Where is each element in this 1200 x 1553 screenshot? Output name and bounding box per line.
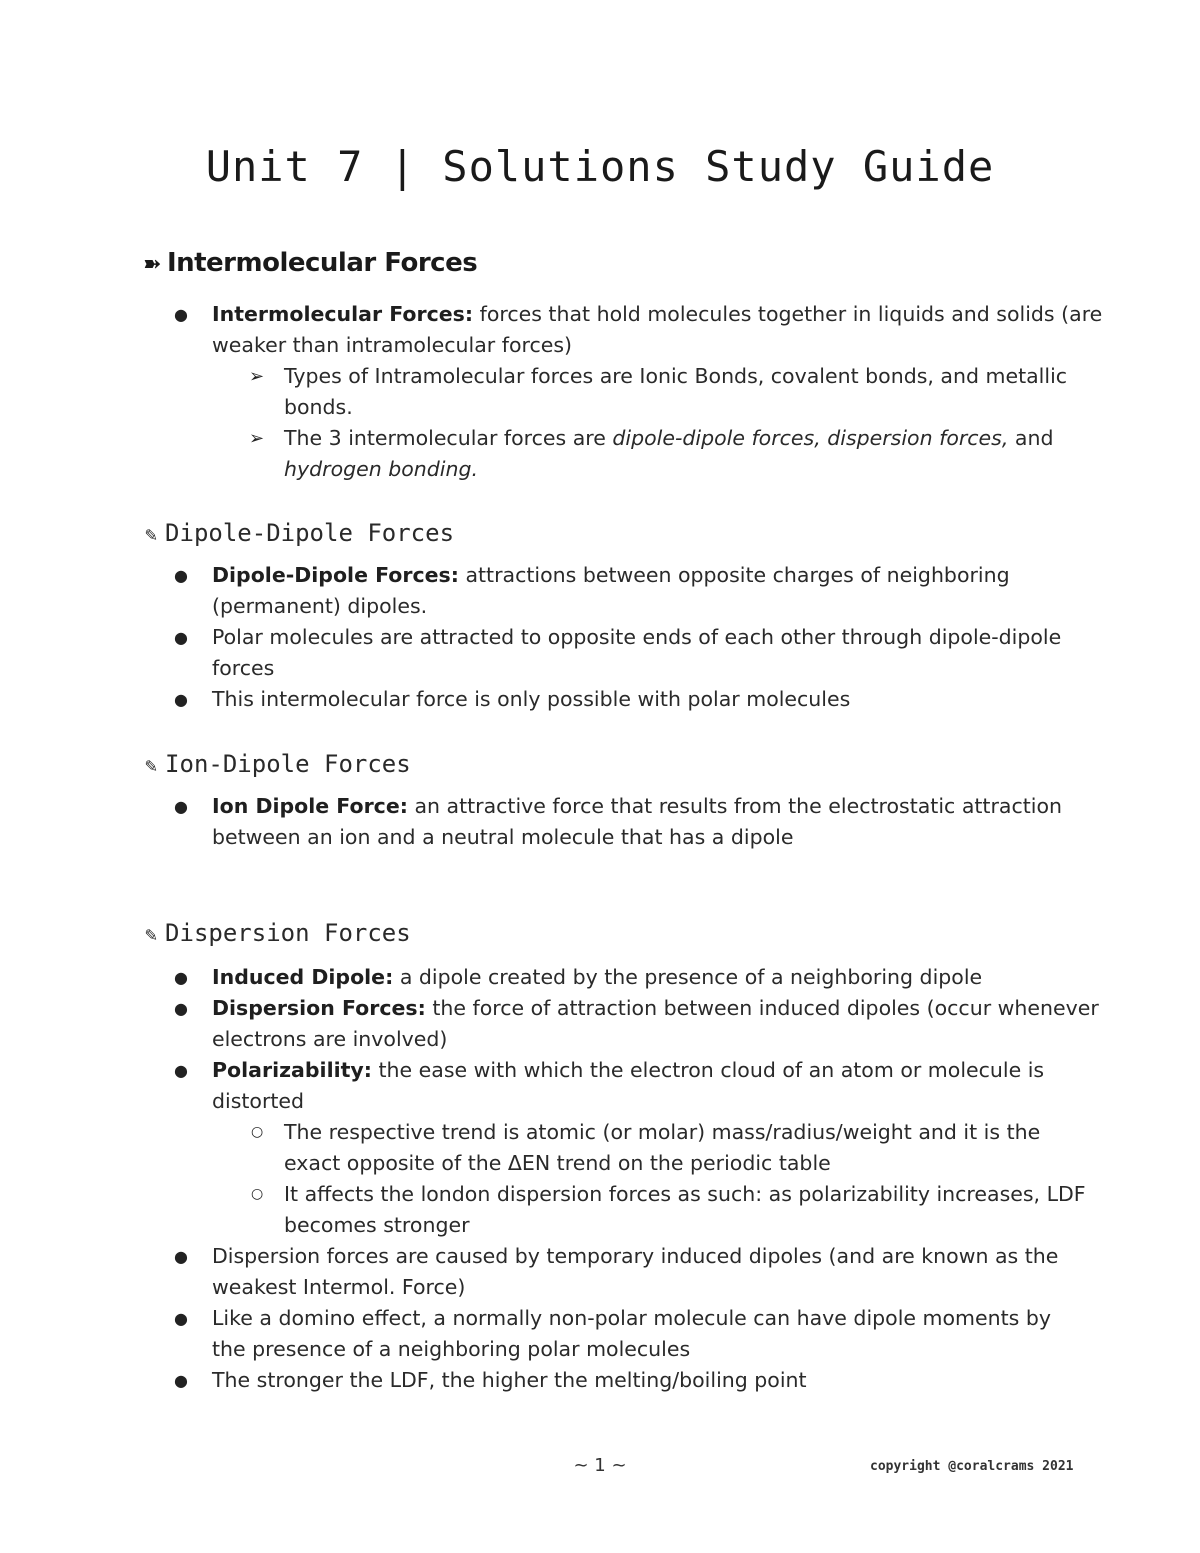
list-item (212, 299, 1102, 330)
pen-icon: ✎ (145, 522, 158, 546)
term: Induced Dipole: (212, 965, 394, 989)
circle-bullet-icon: ○ (251, 1186, 264, 1202)
list-item-continuation: the presence of a neighboring polar molecules (212, 1337, 691, 1361)
sub-list-item-continuation (284, 454, 478, 485)
sub-list-item: Types of Intramolecular forces are Ionic Bonds, covalent bonds, and metallic (284, 364, 1068, 388)
section-heading-dipole-dipole (145, 519, 454, 547)
bullet-icon: ● (174, 797, 188, 816)
list-item-continuation: (permanent) dipoles. (212, 594, 428, 618)
list-item-continuation: between an ion and a neutral molecule that has a dipole (212, 825, 794, 849)
bullet-icon: ● (174, 305, 188, 324)
bullet-icon: ● (174, 1371, 188, 1390)
list-item-continuation: distorted (212, 1089, 305, 1113)
term: Dipole-Dipole Forces: (212, 563, 459, 587)
list-item: Like a domino effect, a normally non-polar molecule can have dipole moments by (212, 1306, 1051, 1330)
sub-list-item: The respective trend is atomic (or molar) mass/radius/weight and it is the (284, 1120, 1041, 1144)
term: Ion Dipole Force: (212, 794, 408, 818)
list-item (212, 962, 982, 993)
section-heading-label: Dispersion Forces (165, 919, 411, 947)
bullet-icon: ● (174, 628, 188, 647)
bullet-icon: ● (174, 690, 188, 709)
list-item-continuation: forces (212, 656, 275, 680)
sub-list-item: It affects the london dispersion forces as such: as polarizability increases, LDF (284, 1182, 1086, 1206)
definition: an attractive force that results from the electrostatic attraction (407, 794, 1062, 818)
list-item: Dispersion forces are caused by temporary induced dipoles (and are known as the (212, 1244, 1059, 1268)
term: Intermolecular Forces: (212, 302, 474, 326)
bullet-icon: ● (174, 1061, 188, 1080)
section-heading-label: Ion-Dipole Forces (165, 750, 411, 778)
list-item (212, 993, 1099, 1024)
sub-list-item-continuation: bonds. (284, 395, 353, 419)
list-item (212, 560, 1010, 591)
italic-text: dipole-dipole forces, dispersion forces, (612, 426, 1009, 450)
section-heading-label: Intermolecular Forces (166, 248, 478, 278)
sub-list-item-continuation: becomes stronger (284, 1213, 470, 1237)
term: Polarizability: (212, 1058, 372, 1082)
bullet-icon: ● (174, 1247, 188, 1266)
italic-text: hydrogen bonding. (284, 457, 479, 481)
definition: a dipole created by the presence of a neighboring dipole (393, 965, 983, 989)
definition: forces that hold molecules together in liquids and solids (are (473, 302, 1103, 326)
section-heading-label: Dipole-Dipole Forces (165, 519, 455, 547)
arrowhead-bullet-icon: ➢ (249, 366, 265, 387)
definition: attractions between opposite charges of neighboring (458, 563, 1010, 587)
list-item: This intermolecular force is only possible with polar molecules (212, 687, 851, 711)
bullet-icon: ● (174, 1309, 188, 1328)
section-heading-dispersion (145, 919, 411, 947)
text-run: and (1008, 426, 1054, 450)
bullet-icon: ● (174, 999, 188, 1018)
list-item-continuation: weakest Intermol. Force) (212, 1275, 466, 1299)
bullet-icon: ● (174, 968, 188, 987)
list-item: Polar molecules are attracted to opposite ends of each other through dipole-dipole (212, 625, 1062, 649)
arrow-icon: ➽ (143, 252, 161, 277)
circle-bullet-icon: ○ (251, 1124, 264, 1140)
copyright-notice: copyright @coralcrams 2021 (870, 1459, 1074, 1474)
list-item: The stronger the LDF, the higher the melting/boiling point (212, 1368, 807, 1392)
page-number: ~ 1 ~ (573, 1455, 627, 1476)
arrowhead-bullet-icon: ➢ (249, 428, 265, 449)
bullet-icon: ● (174, 566, 188, 585)
list-item-continuation: weaker than intramolecular forces) (212, 333, 573, 357)
section-heading-ion-dipole (145, 750, 411, 778)
sub-list-item (284, 423, 1053, 454)
pen-icon: ✎ (145, 922, 158, 946)
term: Dispersion Forces: (212, 996, 426, 1020)
pen-icon: ✎ (145, 753, 158, 777)
section-heading-intermolecular (143, 248, 477, 278)
definition: the ease with which the electron cloud of an atom or molecule is (372, 1058, 1045, 1082)
page-title: Unit 7 | Solutions Study Guide (205, 142, 995, 191)
text-run: The 3 intermolecular forces are (284, 426, 613, 450)
list-item (212, 791, 1062, 822)
list-item-continuation: electrons are involved) (212, 1027, 448, 1051)
list-item (212, 1055, 1044, 1086)
definition: the force of attraction between induced dipoles (occur whenever (425, 996, 1099, 1020)
sub-list-item-continuation: exact opposite of the ΔEN trend on the periodic table (284, 1151, 831, 1175)
